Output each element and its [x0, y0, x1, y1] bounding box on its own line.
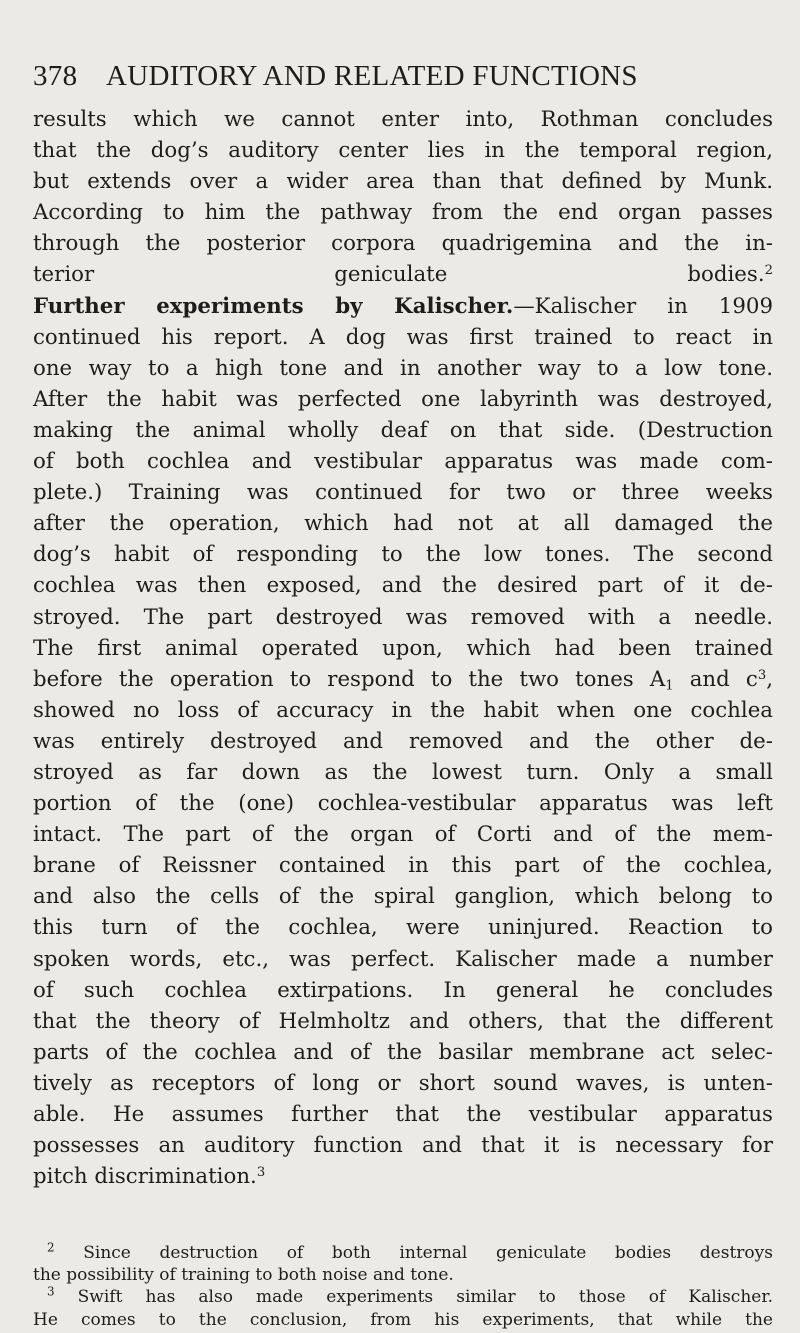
text-line: portion of the (one) cochlea-vestibular apparatus was left — [33, 791, 773, 817]
text-line: continued his report. A dog was first trained to react in — [33, 324, 773, 350]
footnote-text: Since destruction of both internal geniculate bodies destroys — [54, 1243, 773, 1263]
text-line: tively as receptors of long or short sound waves, is unten- — [33, 1070, 773, 1096]
text-line-content: —Kalischer in 1909 — [513, 293, 774, 319]
text-line: The first animal operated upon, which had been trained — [33, 635, 773, 661]
text-line-content: before the operation to respond to the two tones A — [33, 666, 666, 692]
page-number: 378 — [33, 60, 78, 92]
text-line: making the animal wholly deaf on that side. (Destruction — [33, 417, 773, 443]
footnote-2-cont — [33, 1264, 773, 1286]
text-line: results which we cannot enter into, Rothman concludes — [33, 107, 773, 132]
text-line: and also the cells of the spiral ganglion, which belong to — [33, 884, 773, 910]
text-line: but extends over a wider area than that defined by Munk. — [33, 169, 773, 195]
footnote-ref: 3 — [256, 1164, 266, 1180]
footnote-3-cont — [33, 1309, 773, 1331]
text-line: brane of Reissner contained in this part of the cochlea, — [33, 853, 773, 879]
text-line: According to him the pathway from the end organ passes — [33, 200, 773, 226]
text-line-content: pitch discrimination. — [33, 1164, 257, 1190]
text-line: was entirely destroyed and removed and the other de- — [33, 728, 773, 754]
text-line: one way to a high tone and in another way to a low tone. — [33, 355, 773, 381]
text-line: parts of the cochlea and of the basilar membrane act selec- — [33, 1039, 773, 1065]
footnote-text: He comes to the conclusion, from his experiments, that while the — [33, 1309, 773, 1330]
text-line: After the habit was perfected one labyrinth was destroyed, — [33, 386, 773, 412]
text-line: of both cochlea and vestibular apparatus was made com- — [33, 449, 773, 475]
body-text — [33, 104, 773, 1192]
footnote-3 — [33, 1286, 773, 1308]
text-line: this turn of the cochlea, were uninjured. Reaction to — [33, 915, 773, 941]
header-gap — [85, 60, 100, 92]
text-line — [33, 1161, 773, 1192]
text-line: able. He assumes further that the vestibular apparatus — [33, 1102, 773, 1127]
text-line: stroyed. The part destroyed was removed with a needle. — [33, 604, 773, 630]
text-line: of such cochlea extirpations. In general he concludes — [33, 977, 773, 1003]
text-line: possesses an auditory function and that it is necessary for — [33, 1133, 773, 1159]
text-line: plete.) Training was continued for two or three weeks — [33, 480, 773, 506]
text-line — [33, 259, 773, 290]
subscript: 1 — [665, 677, 674, 693]
text-line: that the dog’s auditory center lies in the temporal region, — [33, 138, 773, 164]
text-line: stroyed as far down as the lowest turn. Only a small — [33, 759, 773, 785]
text-line-content: and c — [673, 666, 758, 692]
footnote-2 — [33, 1242, 773, 1264]
text-line: intact. The part of the organ of Corti and of the mem- — [33, 822, 773, 848]
text-line-content: terior geniculate bodies. — [33, 262, 765, 288]
footnote-text: Swift has also made experiments similar to those of Kalischer. — [54, 1287, 773, 1308]
section-heading: Further experiments by Kalischer. — [33, 293, 514, 319]
text-line: spoken words, etc., was perfect. Kalischer made a number — [33, 946, 773, 972]
running-title: AUDITORY AND RELATED FUNCTIONS — [106, 60, 638, 92]
footnote-ref: 2 — [764, 263, 773, 279]
text-line — [33, 664, 773, 695]
paragraph-rothman — [33, 104, 773, 259]
superscript: 3 — [757, 667, 767, 683]
text-line: after the operation, which had not at all damaged the — [33, 511, 773, 537]
footnote-text: the possibility of training to both noise and tone. — [33, 1265, 454, 1286]
text-line-content: , — [766, 666, 773, 692]
text-line: cochlea was then exposed, and the desired part of it de- — [33, 573, 773, 599]
text-line: showed no loss of accuracy in the habit when one cochlea — [33, 697, 773, 723]
text-line: dog’s habit of responding to the low tones. The second — [33, 542, 773, 568]
running-header — [33, 60, 773, 93]
paragraph-kalischer-part-a — [33, 322, 773, 664]
section-heading-line — [33, 291, 773, 322]
paragraph-kalischer-part-b — [33, 695, 773, 1161]
text-line: through the posterior corpora quadrigemina and the in- — [33, 231, 773, 257]
footnote-mark: 2 — [47, 1240, 55, 1255]
footnote-mark: 3 — [47, 1284, 55, 1299]
text-line: that the theory of Helmholtz and others, that the different — [33, 1008, 773, 1034]
footnotes — [33, 1242, 773, 1331]
